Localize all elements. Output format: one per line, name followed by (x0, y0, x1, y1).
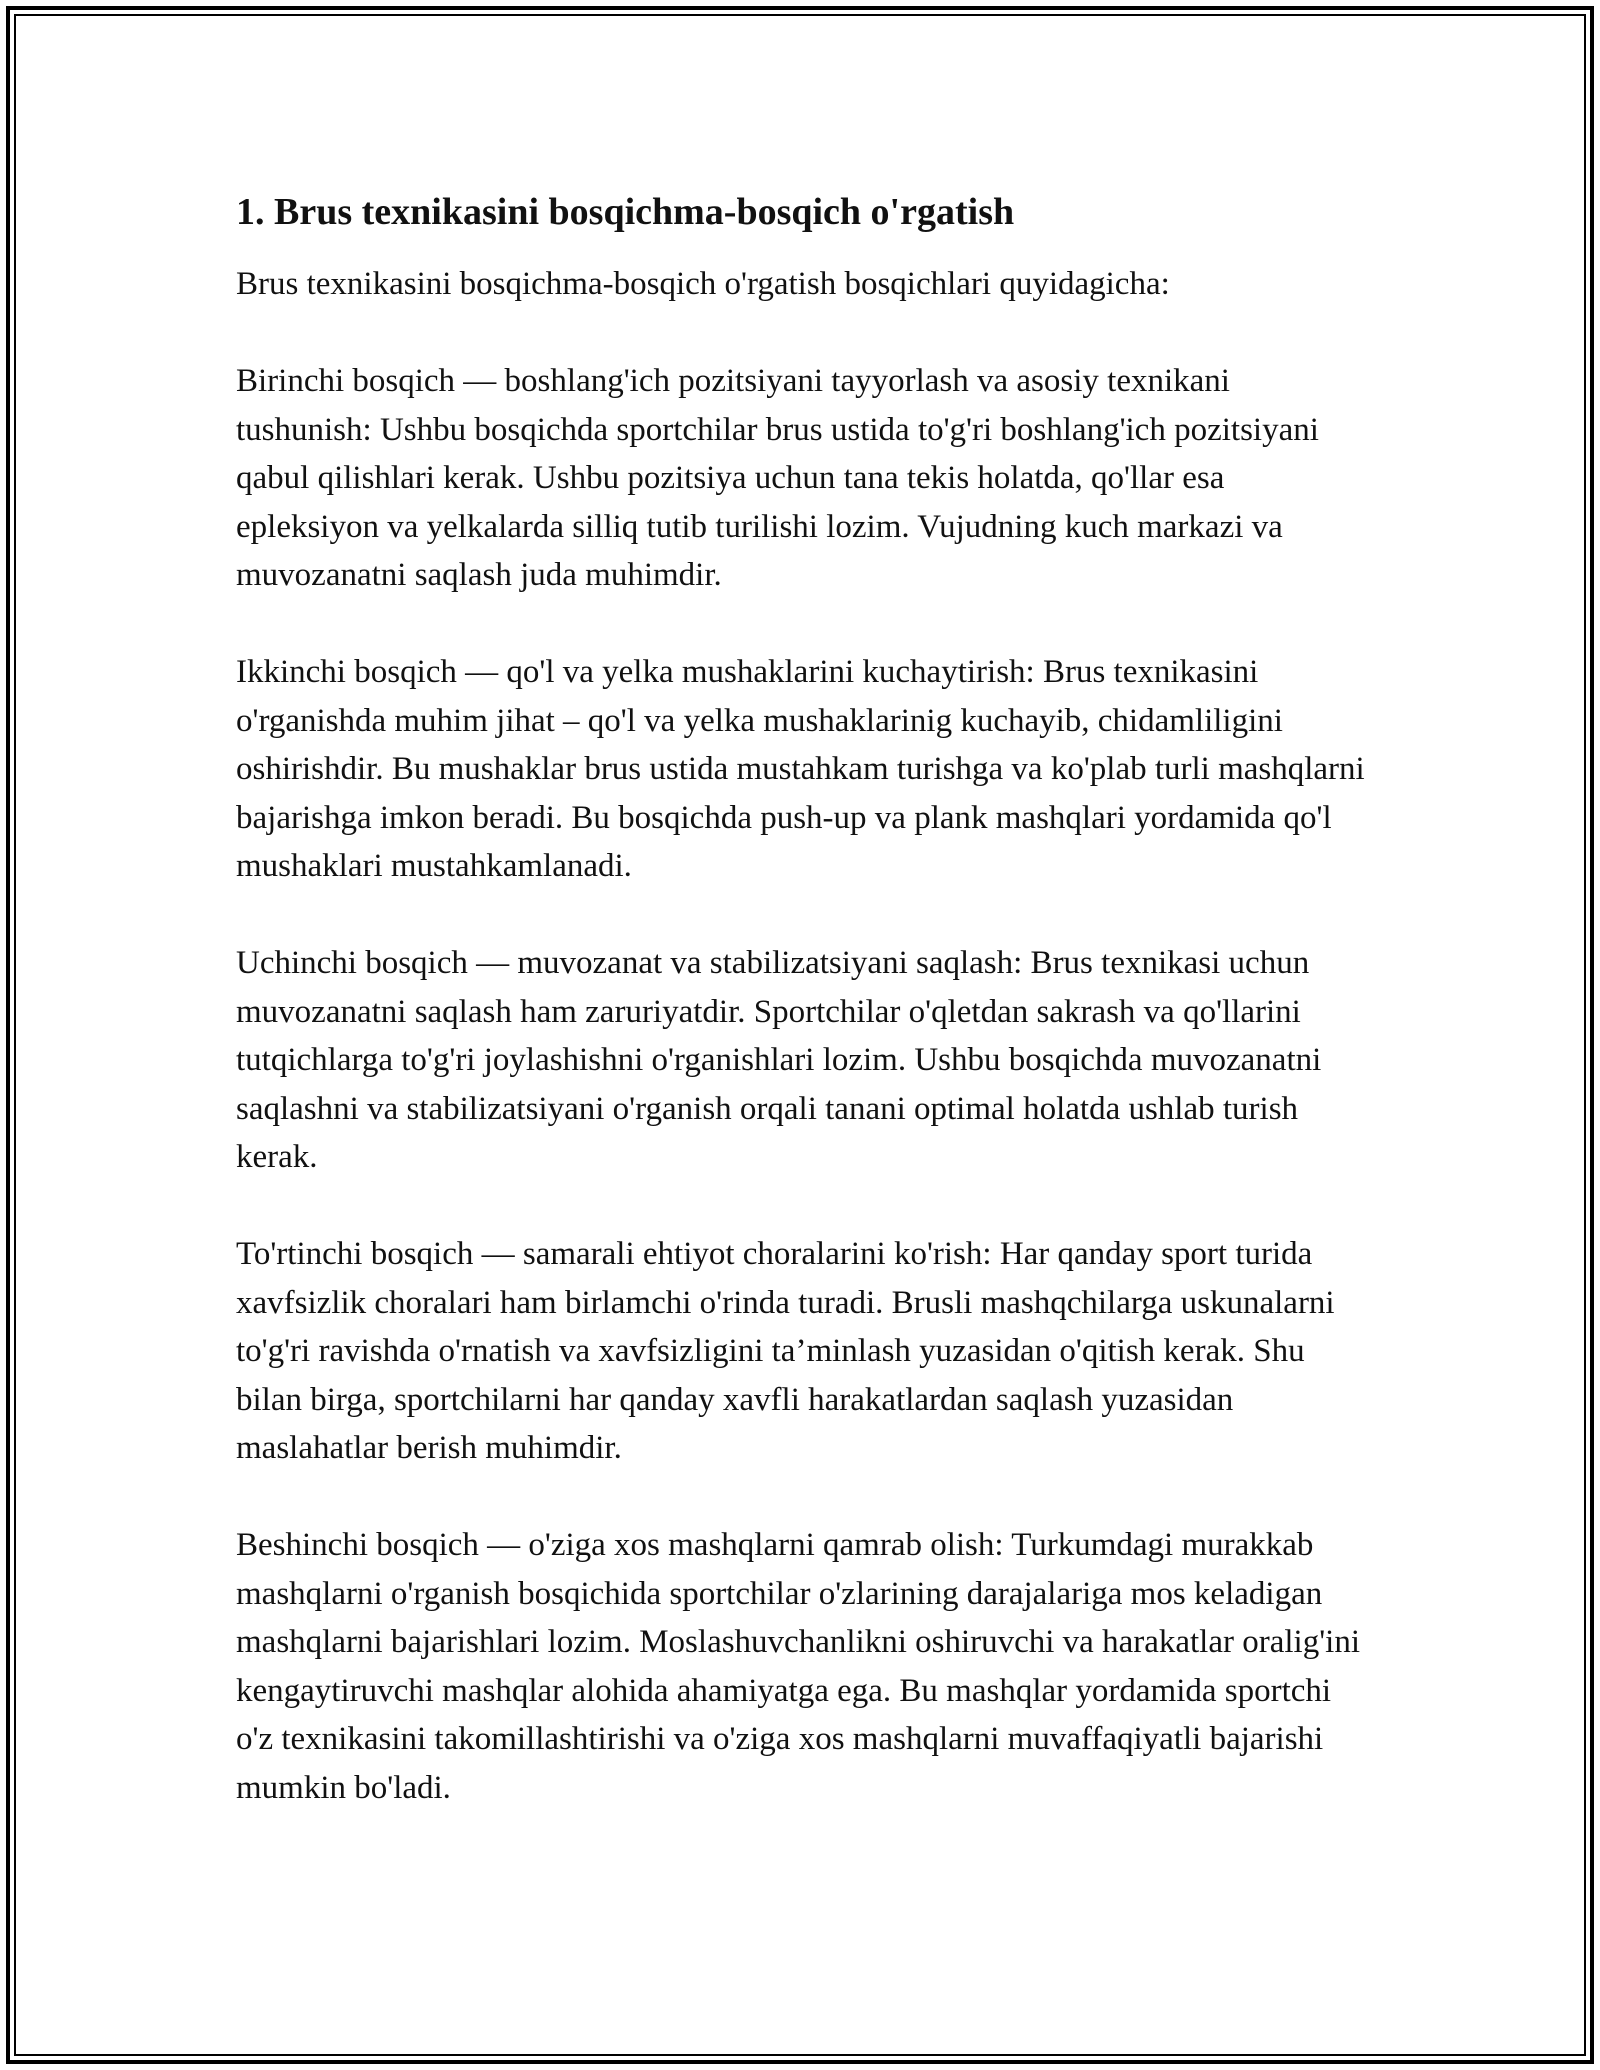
paragraph-stage-3: Uchinchi bosqich — muvozanat va stabilizatsiyani saqlash: Brus texnikasi uchun muvozanatni saqlash ham zaruriyatdir. Sportchilar o'qletdan sakrash va qo'llarini tutqichlarga to'g'ri joylashishni o'rganishlari lozim. Ushbu bosqichda muvozanatni saqlashni va stabilizatsiyani o'rganish orqali tanani optimal holatda ushlab turish kerak. (236, 945, 1322, 1175)
paragraph-stage-2: Ikkinchi bosqich — qo'l va yelka mushaklarini kuchaytirish: Brus texnikasini o'rganishda muhim jihat – qo'l va yelka mushaklarinig kuchayib, chidamliligini oshirishdir. Bu mushaklar brus ustida mustahkam turishga va ko'plab turli mashqlarni bajarishga imkon beradi. Bu bosqichda push-up va plank mashqlari yordamida qo'l mushaklari mustahkamlanadi. (236, 654, 1365, 884)
paragraph-stage-5: Beshinchi bosqich — o'ziga xos mashqlarni qamrab olish: Turkumdagi murakkab mashqlarni o'rganish bosqichida sportchilar o'zlarining darajalariga mos keladigan mashqlarni bajarishlari lozim. Moslashuvchanlikni oshiruvchi va harakatlar oralig'ini kengaytiruvchi mashqlar alohida ahamiyatga ega. Bu mashqlar yordamida sportchi o'z texnikasini takomillashtirishi va o'ziga xos mashqlarni muvaffaqiyatli bajarishi mumkin bo'ladi. (236, 1527, 1360, 1806)
section-title: 1. Brus texnikasini bosqichma-bosqich o'rgatish (236, 191, 1015, 233)
intro-paragraph: Brus texnikasini bosqichma-bosqich o'rgatish bosqichlari quyidagicha: (236, 266, 1170, 302)
paragraph-stage-1: Birinchi bosqich — boshlang'ich pozitsiyani tayyorlash va asosiy texnikani tushunish: Ushbu bosqichda sportchilar brus ustida to'g'ri boshlang'ich pozitsiyani qabul qilishlari kerak. Ushbu pozitsiya uchun tana tekis holatda, qo'llar esa epleksiyon va yelkalarda silliq tutib turilishi lozim. Vujudning kuch markazi va muvozanatni saqlash juda muhimdir. (236, 363, 1319, 593)
paragraph-stage-4: To'rtinchi bosqich — samarali ehtiyot choralarini ko'rish: Har qanday sport turida xavfsizlik choralari ham birlamchi o'rinda turadi. Brusli mashqchilarga uskunalarni to'g'ri ravishda o'rnatish va xavfsizligini ta’minlash yuzasidan o'qitish kerak. Shu bilan birga, sportchilarni har qanday xavfli harakatlardan saqlash yuzasidan maslahatlar berish muhimdir. (236, 1236, 1335, 1466)
document-body (236, 184, 1366, 1861)
